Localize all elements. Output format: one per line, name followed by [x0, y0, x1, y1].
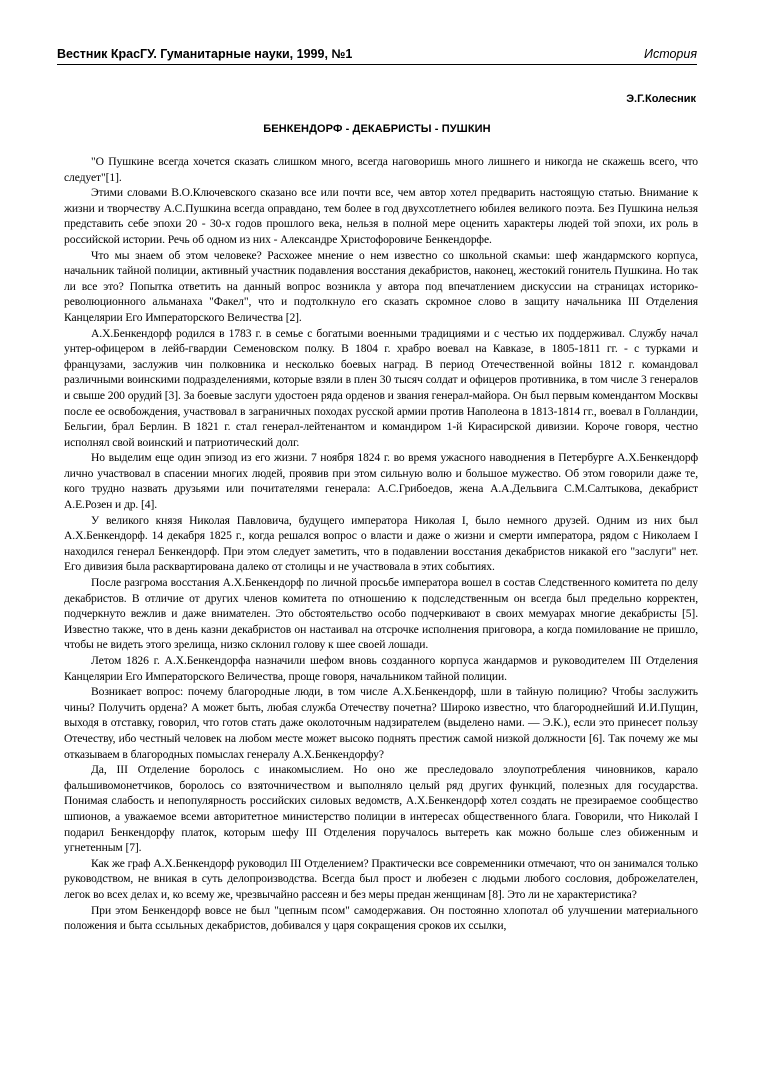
- paragraph: Этими словами В.О.Ключевского сказано все или почти все, чем автор хотел предварить настоящую статью. Внимание к жизни и творчеству А.С.Пушкина всегда оправдано, тем более в год двухсотлетнего юбилея великого поэта. Без Пушкина нельзя представить себе эпохи 20 - 30-х годов прошлого века, нельзя в полной мере оценить характеры людей той эпохи, их роль в российской истории. Речь об одном из них - Александре Христофоровиче Бенкендорфе.: [64, 186, 698, 246]
- paragraph: Но выделим еще один эпизод из его жизни. 7 ноября 1824 г. во время ужасного наводнения в Петербурге А.Х.Бенкендорф лично участвовал в спасении многих людей, проявив при этом сильную волю и большое мужество. Об этом говорили даже те, кого трудно назвать друзьями или почитателями генерала: А.С.Грибоедов, жена А.А.Дельвига С.М.Салтыкова, декабрист А.Е.Розен и др. [4].: [64, 451, 698, 512]
- paragraph: При этом Бенкендорф вовсе не был "цепным псом" самодержавия. Он постоянно хлопотал об улучшении материального положения и быта ссыльных декабристов, добивался у царя сокращения сроков их ссылки,: [64, 903, 698, 933]
- author-name: Э.Г.Колесник: [626, 93, 696, 105]
- paragraph: Летом 1826 г. А.Х.Бенкендорфа назначили шефом вновь созданного корпуса жандармов и руководителем III Отделения Канцелярии Его Императорского Величества, проще говоря, начальником тайной полиции.: [64, 654, 698, 683]
- header-rule: [57, 64, 697, 65]
- paragraph: Как же граф А.Х.Бенкендорф руководил III Отделением? Практически все современники отмечают, что он занимался только руководством, не вникая в суть делопроизводства. Всегда был прост и любезен с людьми любого сословия, доброжелателен, легок во всех делах и, ко всему же, чрезвычайно рассеян и без меры предан женщинам [8]. Это ли не характеристика?: [64, 856, 698, 901]
- paragraph: "О Пушкине всегда хочется сказать слишком много, всегда наговоришь много лишнего и никогда не скажешь всего, что следует"[1].: [64, 155, 698, 184]
- article-body: [64, 154, 698, 934]
- running-header: [57, 47, 697, 61]
- paragraph: У великого князя Николая Павловича, будущего императора Николая I, было немного друзей. Одним из них был А.Х.Бенкендорф. 14 декабря 1825 г., когда решался вопрос о власти и даже о жизни и смерти императора, рядом с Николаем I находился генерал Бенкендорф. При этом следует заметить, что в подавлении восстания декабристов никакой его "заслуги" нет. Его дивизия была расквартирована далеко от столицы и не участвовала в этих событиях.: [64, 513, 698, 574]
- paragraph: Возникает вопрос: почему благородные люди, в том числе А.Х.Бенкендорф, шли в тайную полицию? Чтобы заслужить чины? Получить ордена? А может быть, любая служба Отечеству почетна? Широко известно, что благороднейший И.И.Пущин, выходя в отставку, говорил, что готов стать даже околоточным надзирателем (выделено нами. — Э.К.), если это принесет пользу Отечеству, ибо честный человек на любом месте может высоко поднять престиж самой низкой должности [6]. Так почему же мы отказываем в благородных помыслах генералу А.Х.Бенкендорфу?: [64, 685, 698, 761]
- paragraph: А.Х.Бенкендорф родился в 1783 г. в семье с богатыми военными традициями и с честью их поддерживал. Службу начал унтер-офицером в лейб-гвардии Семеновском полку. В 1804 г. храбро воевал на Кавказе, в 1805-1811 гг. - с турками и французами, заслужив чин полковника и несколько боевых наград. В период Отечественной войны 1812 г. командовал различными воинскими подразделениями, которые взяли в плен 30 тысяч солдат и офицеров противника, в том числе 3 генералов и свыше 200 орудий [3]. За боевые заслуги удостоен ряда орденов и звания генерал-майора. Он был первым комендантом Москвы после ее освобождения, участвовал в заграничных походах русской армии против Наполеона в 1813-1814 гг., воевал в Голландии, Бельгии, брал Берлин. В 1821 г. стал генерал-лейтенантом и командиром 1-й Кирасирской дивизии. Короче говоря, честно исполнял свой воинский и патриотический долг.: [64, 326, 698, 449]
- paragraph: Да, III Отделение боролось с инакомыслием. Но оно же преследовало злоупотребления чиновников, карало фальшивомонетчиков, боролось со взяточничеством и выполняло целый ряд других функций, полезных для государства. Понимая слабость и непопулярность российских силовых ведомств, А.Х.Бенкендорф хотел создать не презираемое сообщество шпионов, а уважаемое всеми авторитетное министерство полиции в интересах общественного блага. Говорили, что Николай I подарил Бенкендорфу платок, которым шефу III Отделения поручалось вытереть как можно больше слез обиженным и угнетенным [7].: [64, 763, 698, 855]
- journal-title: Вестник КрасГУ. Гуманитарные науки, 1999, №1: [57, 47, 353, 61]
- article-title: БЕНКЕНДОРФ - ДЕКАБРИСТЫ - ПУШКИН: [263, 123, 491, 135]
- section-name: История: [644, 47, 697, 61]
- paragraph: Что мы знаем об этом человеке? Расхожее мнение о нем известно со школьной скамьи: шеф жандармского корпуса, начальник тайной полиции, активный участник подавления восстания декабристов, наконец, жестокий гонитель Пушкина. Но так ли все это? Попытка ответить на данный вопрос возникла у автора под впечатлением дискуссии на страницах историко-революционного альманаха "Факел", что и подтолкнуло его сказать скромное слово в защиту начальника III Отделения Канцелярии Его Императорского Величества [2].: [64, 248, 698, 324]
- paragraph: После разгрома восстания А.Х.Бенкендорф по личной просьбе императора вошел в состав Следственного комитета по делу декабристов. В отличие от других членов комитета по отношению к подследственным он всегда был предельно корректен, подчеркнуто вежлив и даже внимателен. Это обстоятельство особо подчеркивают в своих мемуарах многие декабристы [5]. Известно также, что в день казни декабристов он настаивал на отсрочке исполнения приговора, а когда помилование не пришло, чтобы не видеть этого зрелища, низко склонил голову к шее своей лошади.: [64, 576, 698, 652]
